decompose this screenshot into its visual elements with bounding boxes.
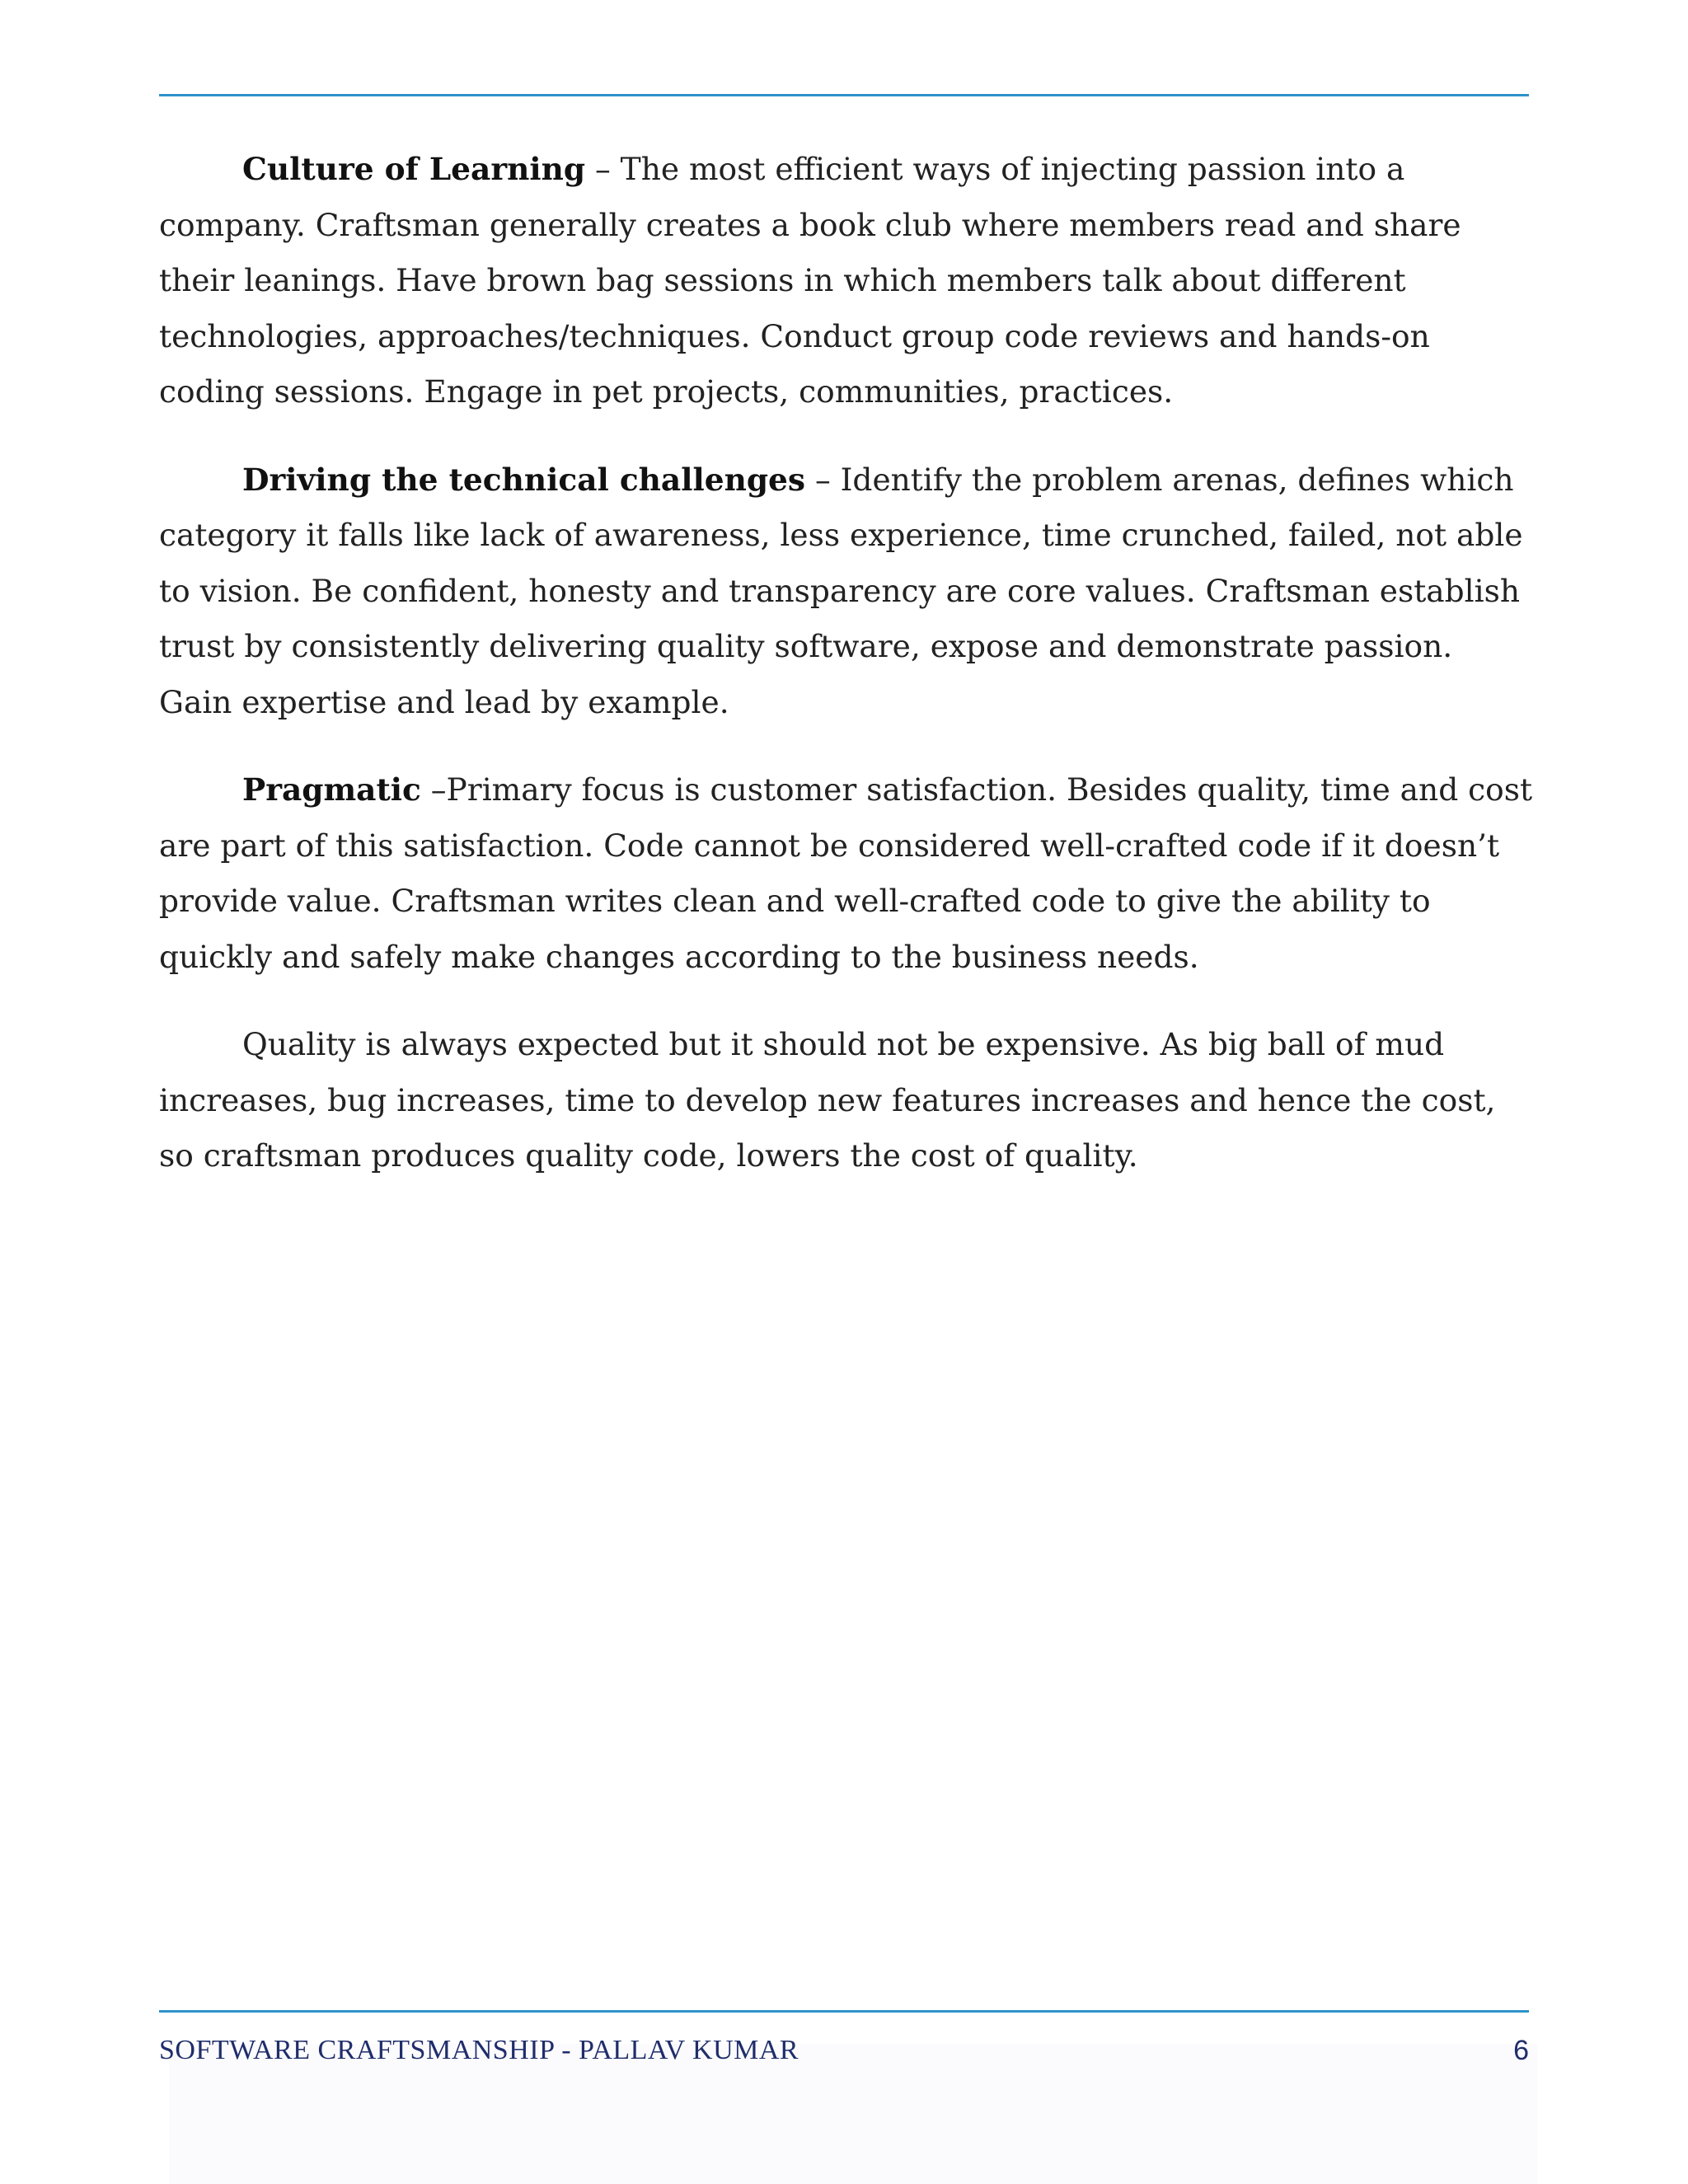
footer-rule xyxy=(159,2010,1529,2013)
paragraph-text: –Primary focus is customer satisfaction. Besides quality, time and cost are part of this satisfaction. Code cannot be considered well-crafted code if it doesn’t provide value. Craftsman writes clean and well-crafted code to give the ability to quickly and safely make changes according to the business needs. xyxy=(159,771,1533,975)
paragraph-culture-of-learning xyxy=(159,142,1534,420)
paragraph-lead: Culture of Learning xyxy=(242,151,586,187)
paragraph-lead: Driving the technical challenges xyxy=(242,461,806,498)
paragraph-quality xyxy=(159,1017,1534,1184)
paragraph-pragmatic xyxy=(159,762,1534,985)
paragraph-lead: Pragmatic xyxy=(242,771,421,808)
page-body xyxy=(159,142,1534,1216)
paragraph-driving-technical-challenges xyxy=(159,452,1534,731)
paragraph-text: Quality is always expected but it should not be expensive. As big ball of mud increases, bug increases, time to develop new features increases and hence the cost, so craftsman produces quality code, lowers the cost of quality. xyxy=(159,1026,1496,1174)
paragraph-text: – The most efficient ways of injecting passion into a company. Craftsman generally creates a book club where members read and share their leanings. Have brown bag sessions in which members talk about different technologies, approaches/techniques. Conduct group code reviews and hands-on coding sessions. Engage in pet projects, communities, practices. xyxy=(159,151,1461,410)
paragraph-text: – Identify the problem arenas, defines which category it falls like lack of awareness, less experience, time crunched, failed, not able to vision. Be confident, honesty and transparency are core values. Craftsman establish trust by consistently delivering quality software, expose and demonstrate passion. Gain expertise and lead by example. xyxy=(159,461,1523,720)
footer-title: SOFTWARE CRAFTSMANSHIP - PALLAV KUMAR xyxy=(159,2035,799,2065)
header-rule xyxy=(159,94,1529,96)
page-number: 6 xyxy=(1513,2035,1529,2066)
